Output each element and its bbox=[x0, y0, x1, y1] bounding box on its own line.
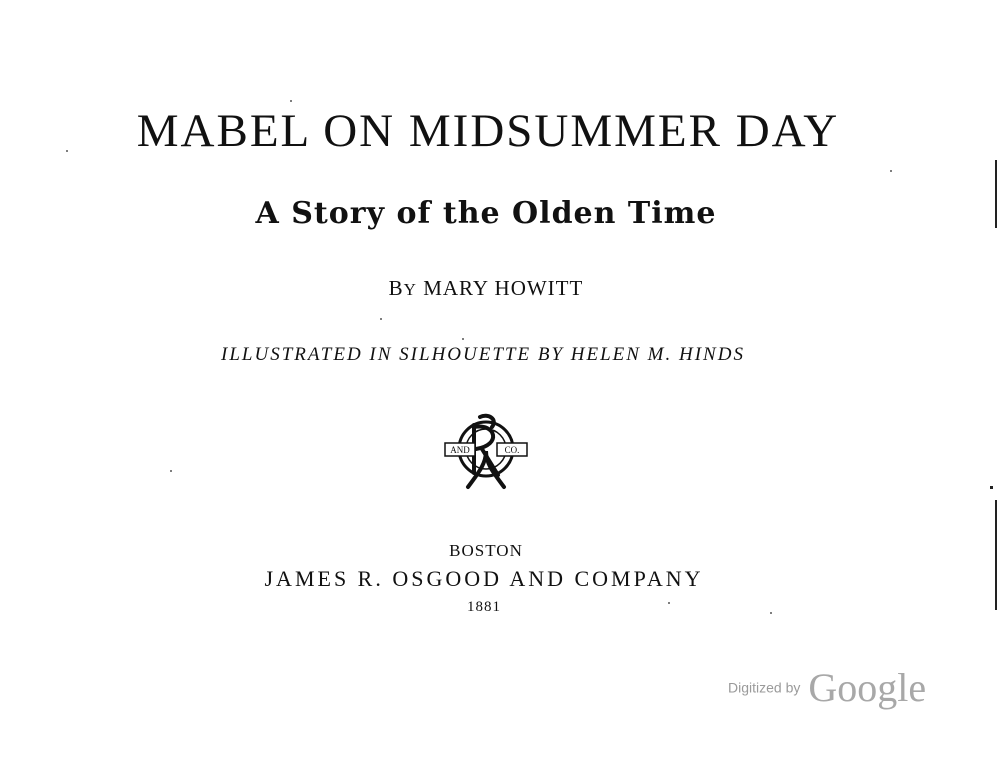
book-title: MABEL ON MIDSUMMER DAY bbox=[136, 105, 840, 157]
author-line bbox=[0, 276, 986, 301]
paper-speck bbox=[668, 602, 670, 604]
page-edge-mark bbox=[995, 500, 997, 610]
illustrator-line: ILLUSTRATED IN SILHOUETTE BY HELEN M. HINDS bbox=[221, 344, 745, 365]
imprint-year: 1881 bbox=[467, 599, 501, 615]
monogram-left-label: AND bbox=[450, 445, 470, 455]
publisher-monogram-icon bbox=[444, 411, 528, 499]
author-prefix-rest: Y bbox=[403, 280, 417, 299]
book-subtitle: A Story of the Olden Time bbox=[255, 196, 717, 231]
author-name: MARY HOWITT bbox=[423, 276, 584, 300]
paper-speck bbox=[66, 150, 68, 152]
monogram-right-label: CO. bbox=[504, 445, 520, 455]
credit-brand: Google bbox=[808, 665, 927, 710]
author-prefix-initial: B bbox=[388, 276, 404, 300]
page-edge-mark bbox=[990, 486, 993, 489]
paper-speck bbox=[290, 100, 292, 102]
paper-speck bbox=[890, 170, 892, 172]
credit-prefix: Digitized by bbox=[728, 679, 801, 696]
imprint-publisher: JAMES R. OSGOOD AND COMPANY bbox=[264, 566, 704, 591]
paper-speck bbox=[170, 470, 172, 472]
paper-speck bbox=[462, 338, 464, 340]
imprint-city: BOSTON bbox=[449, 541, 523, 560]
digitization-credit bbox=[728, 664, 926, 708]
paper-speck bbox=[770, 612, 772, 614]
page-edge-mark bbox=[995, 160, 997, 228]
paper-speck bbox=[380, 318, 382, 320]
